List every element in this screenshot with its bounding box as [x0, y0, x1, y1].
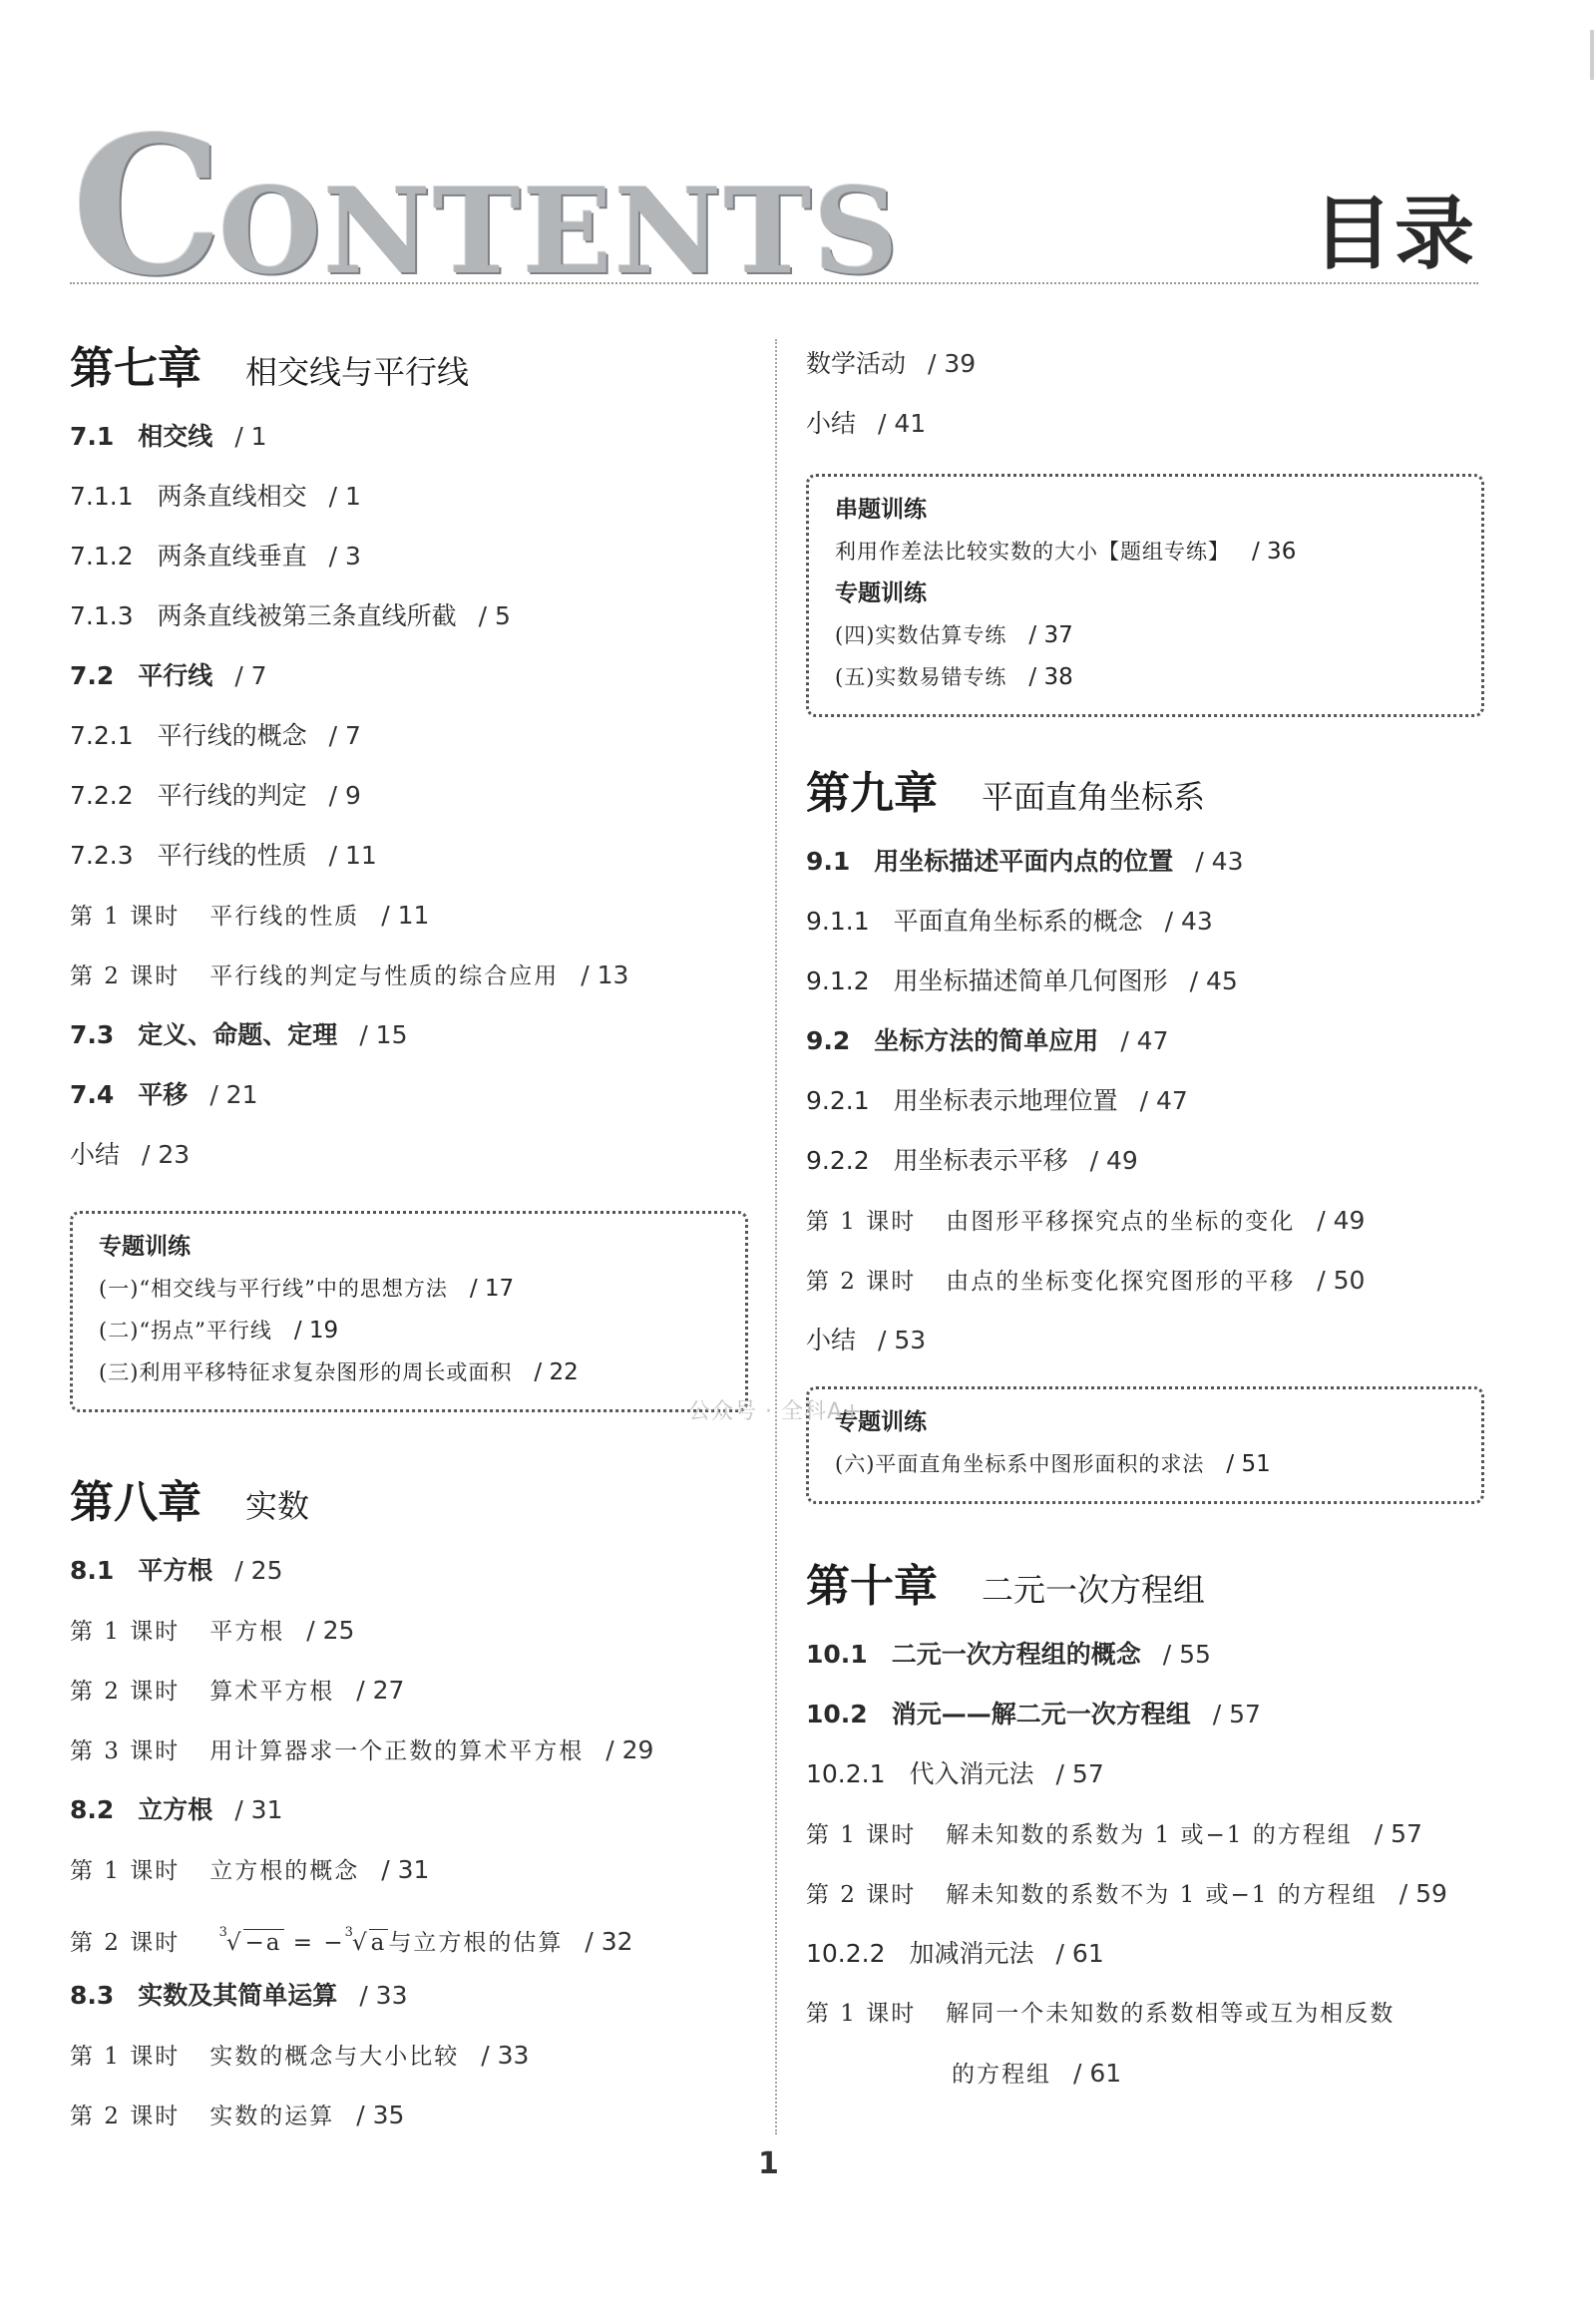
toc-entry-summary[interactable] [70, 1125, 758, 1185]
box-item-text: 利用作差法比较实数的大小【题组专练】 [835, 540, 1230, 564]
entry-page: / 27 [356, 1676, 405, 1705]
entry-name: 二元一次方程组的概念 [891, 1640, 1141, 1669]
contents-initial: C [72, 95, 219, 317]
box-item-page: / 19 [293, 1318, 339, 1343]
chapter-number: 第九章 [806, 768, 938, 819]
chapter-title: 实数 [245, 1487, 310, 1525]
entry-name: 立方根的概念 [209, 1858, 360, 1884]
box-item-page: / 51 [1226, 1451, 1271, 1477]
entry-code: 第 1 课时 [806, 2001, 917, 2027]
entry-name: 由点的坐标变化探究图形的平移 [946, 1269, 1296, 1295]
entry-name: 平方根 [209, 1619, 285, 1645]
box-title: 串题训练 [835, 497, 927, 523]
entry-page: / 11 [328, 841, 377, 870]
entry-page: / 39 [928, 349, 977, 378]
entry-page: / 7 [328, 721, 361, 750]
entry-page: / 31 [234, 1795, 283, 1824]
entry-code: 第 2 课时 [806, 1882, 917, 1908]
entry-code: 7.1.2 [70, 542, 134, 571]
entry-page: / 21 [209, 1080, 258, 1109]
box-item[interactable] [99, 1351, 719, 1393]
chapter-8-heading[interactable] [70, 1468, 758, 1541]
entry-code: 7.2.2 [70, 781, 134, 810]
toc-entry-lesson[interactable] [806, 1804, 1494, 1864]
radical-index: 3 [218, 1925, 229, 1940]
entry-page: / 13 [581, 960, 629, 989]
entry-page: / 33 [359, 1981, 408, 2010]
entry-page: / 45 [1189, 966, 1238, 995]
entry-name: 两条直线垂直 [157, 542, 307, 571]
toc-entry-lesson[interactable] [806, 1191, 1494, 1251]
chapter-number: 第十章 [806, 1561, 938, 1612]
entry-name: 立方根 [138, 1795, 213, 1824]
entry-page: / 3 [328, 542, 361, 571]
entry-page: / 1 [234, 422, 267, 451]
entry-name: 的方程组 [952, 2062, 1051, 2088]
toc-entry-8-1[interactable] [70, 1541, 758, 1601]
entry-page: / 33 [481, 2041, 530, 2070]
entry-page: / 5 [478, 601, 511, 630]
entry-name: 实数的运算 [209, 2104, 335, 2129]
entry-page: / 15 [359, 1020, 408, 1049]
toc-entry-lesson[interactable] [70, 1661, 758, 1721]
entry-name: 解未知数的系数为 1 或−1 的方程组 [946, 1822, 1353, 1848]
entry-code: 9.1 [806, 847, 851, 876]
entry-code: 10.2.1 [806, 1759, 886, 1788]
toc-entry-7-3[interactable] [70, 1005, 758, 1065]
watermark: 公众号 · 全科A+ [688, 1399, 863, 1424]
entry-code: 9.1.1 [806, 907, 870, 936]
chapter-number: 第八章 [70, 1477, 201, 1528]
entry-page: / 59 [1398, 1879, 1447, 1908]
entry-code: 第 2 课时 [806, 1269, 917, 1295]
entry-page: / 31 [381, 1855, 430, 1884]
box-item-page: / 38 [1028, 664, 1073, 690]
toc-entry-10-2-1[interactable] [806, 1744, 1494, 1804]
special-training-box [70, 1211, 748, 1412]
header-divider [70, 282, 1478, 284]
box-item-text: (二)“拐点”平行线 [99, 1319, 272, 1343]
entry-page: / 23 [142, 1140, 191, 1169]
entry-code: 10.1 [806, 1640, 868, 1669]
entry-name: 用计算器求一个正数的算术平方根 [209, 1738, 585, 1764]
entry-name: 定义、命题、定理 [138, 1020, 338, 1049]
toc-entry-lesson[interactable] [806, 1984, 1494, 2044]
toc-entry-lesson[interactable] [70, 1721, 758, 1780]
entry-code: 7.2.1 [70, 721, 134, 750]
entry-name-tail: 与立方根的估算 [388, 1930, 564, 1956]
entry-name: 加减消元法 [909, 1939, 1034, 1968]
toc-entry-lesson[interactable] [70, 946, 758, 1005]
entry-page: / 32 [585, 1927, 633, 1956]
entry-name: 小结 [806, 1326, 857, 1354]
entry-code: 7.2 [70, 661, 115, 690]
entry-code: 9.2.2 [806, 1146, 870, 1175]
entry-page: / 43 [1164, 907, 1213, 936]
box-item[interactable] [835, 614, 1455, 656]
box-item[interactable] [99, 1268, 719, 1310]
entry-code: 7.1.3 [70, 601, 134, 630]
entry-code: 第 2 课时 [70, 1679, 181, 1705]
toc-entry-summary[interactable] [806, 394, 1494, 454]
entry-code: 10.2 [806, 1700, 868, 1728]
entry-code: 第 3 课时 [70, 1738, 181, 1764]
entry-page: / 50 [1317, 1266, 1366, 1295]
entry-code: 第 1 课时 [70, 904, 181, 930]
cube-root-expression [219, 1900, 284, 1976]
box-item[interactable] [835, 1443, 1455, 1485]
toc-entry-7-4[interactable] [70, 1065, 758, 1125]
box-item-text: (三)利用平移特征求复杂图形的周长或面积 [99, 1360, 513, 1384]
toc-entry-8-2[interactable] [70, 1780, 758, 1840]
entry-name: 由图形平移探究点的坐标的变化 [946, 1209, 1296, 1235]
entry-code: 第 2 课时 [70, 963, 181, 989]
entry-name: 实数的概念与大小比较 [209, 2044, 460, 2070]
entry-page: / 55 [1162, 1640, 1211, 1669]
entry-name: 坐标方法的简单应用 [874, 1026, 1099, 1055]
toc-entry-lesson[interactable] [806, 1864, 1494, 1924]
box-title: 专题训练 [99, 1234, 191, 1260]
chapter-number: 第七章 [70, 343, 201, 394]
right-column [806, 334, 1494, 2104]
entry-page: / 61 [1055, 1939, 1104, 1968]
entry-page: / 9 [328, 781, 361, 810]
toc-entry-lesson[interactable] [70, 1840, 758, 1900]
toc-entry-lesson[interactable] [70, 886, 758, 946]
box-title: 专题训练 [835, 1409, 927, 1435]
entry-code: 第 2 课时 [70, 1930, 181, 1956]
toc-entry-9-1-1[interactable] [806, 892, 1494, 952]
toc-entry-math-activity[interactable] [806, 334, 1494, 394]
entry-code: 9.1.2 [806, 966, 870, 995]
entry-name: 数学活动 [806, 349, 907, 378]
toc-entry-lesson[interactable] [70, 1601, 758, 1661]
toc-entry-10-2-2[interactable] [806, 1924, 1494, 1984]
entry-page: / 49 [1317, 1206, 1366, 1235]
header [0, 0, 1596, 317]
entry-name: 两条直线相交 [157, 482, 307, 511]
entry-code: 第 1 课时 [806, 1822, 917, 1848]
entry-code: 9.2 [806, 1026, 851, 1055]
entry-name: 解同一个未知数的系数相等或互为相反数 [946, 2001, 1396, 2027]
toc-entry-7-2-3[interactable] [70, 826, 758, 886]
box-item-text: (五)实数易错专练 [835, 665, 1007, 689]
entry-name: 用坐标表示平移 [893, 1146, 1068, 1175]
entry-page: / 7 [234, 661, 267, 690]
chapter-title: 相交线与平行线 [245, 353, 470, 391]
entry-name: 实数及其简单运算 [138, 1981, 338, 2010]
entry-page: / 53 [878, 1326, 927, 1354]
scan-edge-mark [1590, 30, 1594, 80]
entry-name: 两条直线被第三条直线所截 [157, 601, 457, 630]
entry-name: 消元——解二元一次方程组 [891, 1700, 1191, 1728]
mulu-title: 目录 [1313, 188, 1476, 280]
page-number: 1 [758, 2146, 779, 2181]
box-item-page: / 22 [534, 1359, 579, 1385]
box-item[interactable] [835, 656, 1455, 698]
radical-sign-icon: √ [351, 1930, 369, 1956]
entry-code: 8.3 [70, 1981, 115, 2010]
box-item[interactable] [835, 531, 1455, 573]
entry-page: / 11 [381, 901, 430, 930]
special-training-box [806, 1386, 1484, 1504]
entry-page: / 61 [1073, 2059, 1122, 2088]
entry-name: 平方根 [138, 1556, 213, 1585]
equals-minus: = − [283, 1930, 345, 1956]
entry-page: / 41 [878, 409, 927, 438]
entry-name: 用坐标表示地理位置 [893, 1086, 1118, 1115]
radical-sign-icon: √ [225, 1930, 243, 1956]
entry-code: 8.1 [70, 1556, 115, 1585]
entry-page: / 57 [1055, 1759, 1104, 1788]
chapter-title: 二元一次方程组 [982, 1571, 1206, 1609]
entry-code: 7.1.1 [70, 482, 134, 511]
toc-entry-lesson[interactable] [70, 2026, 758, 2086]
entry-page: / 49 [1089, 1146, 1138, 1175]
entry-code: 7.4 [70, 1080, 115, 1109]
contents-heading [72, 95, 901, 326]
entry-name: 用坐标描述平面内点的位置 [874, 847, 1174, 876]
box-item-text: (一)“相交线与平行线”中的思想方法 [99, 1277, 448, 1301]
entry-code: 第 2 课时 [70, 2104, 181, 2129]
entry-name: 小结 [70, 1140, 121, 1169]
box-item[interactable] [99, 1310, 719, 1351]
radical-index: 3 [344, 1925, 355, 1940]
toc-entry-lesson-cube-root[interactable] [70, 1900, 758, 1966]
chapter-7-heading[interactable] [70, 334, 758, 407]
chapter-10-heading[interactable] [806, 1552, 1494, 1625]
radicand: −a [244, 1930, 282, 1956]
entry-name: 解未知数的系数不为 1 或−1 的方程组 [946, 1882, 1378, 1908]
toc-entry-7-1-1[interactable] [70, 467, 758, 527]
chapter-title: 平面直角坐标系 [982, 778, 1206, 816]
entry-page: / 47 [1139, 1086, 1188, 1115]
box-title: 专题训练 [835, 580, 927, 606]
entry-name: 平面直角坐标系的概念 [893, 907, 1143, 936]
entry-name: 算术平方根 [209, 1679, 335, 1705]
toc-entry-9-1-2[interactable] [806, 952, 1494, 1011]
entry-name: 平移 [138, 1080, 189, 1109]
toc-entry-10-2[interactable] [806, 1685, 1494, 1744]
toc-entry-9-2[interactable] [806, 1011, 1494, 1071]
toc-entry-7-1[interactable] [70, 407, 758, 467]
toc-entry-7-2-1[interactable] [70, 706, 758, 766]
toc-entry-9-1[interactable] [806, 832, 1494, 892]
box-item-page: / 17 [469, 1276, 515, 1302]
entry-name: 平行线的性质 [209, 904, 360, 930]
radicand: a [370, 1930, 387, 1956]
entry-page: / 43 [1195, 847, 1244, 876]
entry-name: 平行线的判定与性质的综合应用 [209, 963, 560, 989]
entry-name: 相交线 [138, 422, 213, 451]
entry-name: 小结 [806, 409, 857, 438]
toc-entry-7-1-3[interactable] [70, 586, 758, 646]
entry-name: 代入消元法 [909, 1759, 1034, 1788]
toc-entry-lesson[interactable] [70, 2086, 758, 2145]
entry-code: 第 1 课时 [70, 1858, 181, 1884]
entry-page: / 1 [328, 482, 361, 511]
toc-entry-10-1[interactable] [806, 1625, 1494, 1685]
contents-rest: ONTENTS [218, 162, 901, 300]
box-item-text: (六)平面直角坐标系中图形面积的求法 [835, 1452, 1205, 1476]
box-item-page: / 37 [1028, 622, 1073, 648]
box-item-text: (四)实数估算专练 [835, 623, 1007, 647]
entry-page: / 29 [605, 1735, 654, 1764]
entry-page: / 57 [1374, 1819, 1422, 1848]
entry-code: 第 1 课时 [806, 1209, 917, 1235]
toc-entry-9-2-1[interactable] [806, 1071, 1494, 1131]
entry-page: / 25 [234, 1556, 283, 1585]
entry-name: 平行线的性质 [157, 841, 307, 870]
entry-code: 7.2.3 [70, 841, 134, 870]
chain-training-box [806, 474, 1484, 717]
entry-page: / 35 [356, 2101, 405, 2129]
entry-name: 平行线 [138, 661, 213, 690]
chapter-9-heading[interactable] [806, 759, 1494, 832]
entry-code: 第 1 课时 [70, 2044, 181, 2070]
entry-page: / 25 [306, 1616, 355, 1645]
entry-code: 8.2 [70, 1795, 115, 1824]
entry-page: / 47 [1120, 1026, 1169, 1055]
entry-code: 9.2.1 [806, 1086, 870, 1115]
toc-entry-8-3[interactable] [70, 1966, 758, 2026]
cube-root-expression [345, 1900, 389, 1976]
toc-entry-7-1-2[interactable] [70, 527, 758, 586]
toc-entry-lesson-continuation[interactable] [806, 2044, 1494, 2104]
toc-entry-summary[interactable] [806, 1311, 1494, 1370]
entry-page: / 57 [1212, 1700, 1261, 1728]
entry-code: 10.2.2 [806, 1939, 886, 1968]
entry-code: 第 1 课时 [70, 1619, 181, 1645]
entry-name: 平行线的判定 [157, 781, 307, 810]
toc-entry-lesson[interactable] [806, 1251, 1494, 1311]
toc-entry-9-2-2[interactable] [806, 1131, 1494, 1191]
entry-code: 7.3 [70, 1020, 115, 1049]
column-divider [775, 339, 777, 2134]
entry-code: 7.1 [70, 422, 115, 451]
toc-entry-7-2-2[interactable] [70, 766, 758, 826]
entry-name: 用坐标描述简单几何图形 [893, 966, 1168, 995]
entry-name: 平行线的概念 [157, 721, 307, 750]
left-column [70, 334, 758, 2145]
box-item-page: / 36 [1252, 539, 1297, 565]
toc-entry-7-2[interactable] [70, 646, 758, 706]
